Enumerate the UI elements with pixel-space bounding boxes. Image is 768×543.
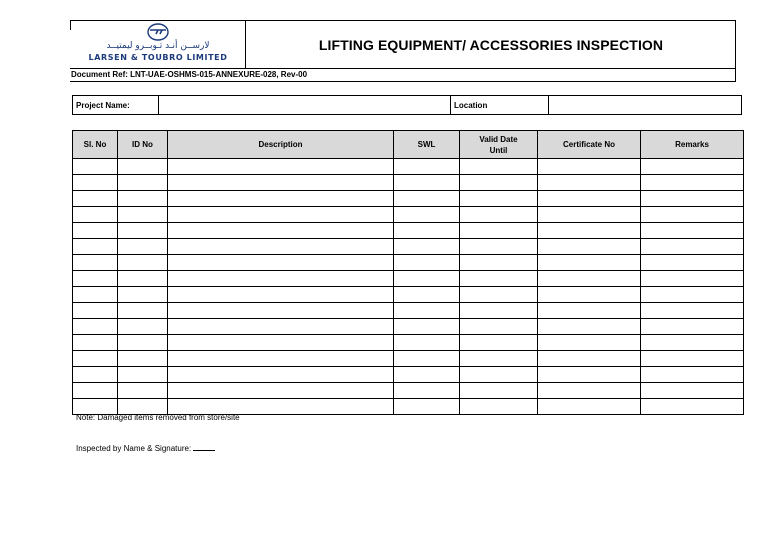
- table-cell[interactable]: [538, 399, 641, 415]
- table-cell[interactable]: [73, 191, 118, 207]
- table-row: [73, 335, 744, 351]
- table-cell[interactable]: [538, 367, 641, 383]
- table-cell[interactable]: [538, 191, 641, 207]
- table-row: [73, 159, 744, 175]
- logo-arabic-text: لارســن أنـد تـوبــرو ليمتيــد: [106, 41, 210, 51]
- table-cell[interactable]: [73, 335, 118, 351]
- table-cell[interactable]: [73, 255, 118, 271]
- table-cell[interactable]: [394, 255, 460, 271]
- table-cell[interactable]: [168, 319, 394, 335]
- table-cell[interactable]: [118, 319, 168, 335]
- table-cell[interactable]: [73, 239, 118, 255]
- table-cell[interactable]: [73, 207, 118, 223]
- table-cell[interactable]: [394, 351, 460, 367]
- table-cell[interactable]: [73, 287, 118, 303]
- table-cell[interactable]: [538, 351, 641, 367]
- table-cell[interactable]: [168, 367, 394, 383]
- table-cell[interactable]: [394, 399, 460, 415]
- table-cell[interactable]: [641, 319, 744, 335]
- table-cell[interactable]: [394, 383, 460, 399]
- table-cell[interactable]: [538, 175, 641, 191]
- table-cell[interactable]: [538, 383, 641, 399]
- table-row: [73, 207, 744, 223]
- inspected-by: [76, 442, 215, 453]
- table-cell[interactable]: [394, 335, 460, 351]
- table-row: [73, 223, 744, 239]
- table-cell[interactable]: [168, 175, 394, 191]
- document-ref: Document Ref: LNT-UAE-OSHMS-015-ANNEXURE-028, Rev-00: [71, 70, 308, 79]
- col-header-valid-date: Valid Date Until: [460, 131, 538, 159]
- table-cell[interactable]: [118, 335, 168, 351]
- table-cell[interactable]: [394, 175, 460, 191]
- col-header-swl: SWL: [394, 131, 460, 159]
- table-cell[interactable]: [394, 223, 460, 239]
- table-cell[interactable]: [641, 207, 744, 223]
- location-label: Location: [451, 96, 549, 114]
- table-cell[interactable]: [73, 175, 118, 191]
- table-cell[interactable]: [394, 191, 460, 207]
- table-cell[interactable]: [460, 351, 538, 367]
- project-info-row: [72, 95, 742, 115]
- table-cell[interactable]: [73, 223, 118, 239]
- table-cell[interactable]: [641, 239, 744, 255]
- table-cell[interactable]: [460, 255, 538, 271]
- table-cell[interactable]: [394, 271, 460, 287]
- table-cell[interactable]: [641, 399, 744, 415]
- table-cell[interactable]: [168, 223, 394, 239]
- table-cell[interactable]: [394, 367, 460, 383]
- table-body: [73, 159, 744, 415]
- logo-company-name: LARSEN & TOUBRO LIMITED: [88, 53, 228, 62]
- table-row: [73, 255, 744, 271]
- table-cell[interactable]: [641, 223, 744, 239]
- table-cell[interactable]: [118, 191, 168, 207]
- table-cell[interactable]: [168, 191, 394, 207]
- table-cell[interactable]: [538, 287, 641, 303]
- table-cell[interactable]: [394, 303, 460, 319]
- table-cell[interactable]: [641, 335, 744, 351]
- table-row: [73, 191, 744, 207]
- table-row: [73, 319, 744, 335]
- table-cell[interactable]: [168, 351, 394, 367]
- table-cell[interactable]: [460, 239, 538, 255]
- table-cell[interactable]: [118, 303, 168, 319]
- table-cell[interactable]: [641, 175, 744, 191]
- table-cell[interactable]: [118, 383, 168, 399]
- table-cell[interactable]: [460, 367, 538, 383]
- inspection-table: [72, 130, 744, 415]
- table-cell[interactable]: [168, 303, 394, 319]
- table-cell[interactable]: [538, 303, 641, 319]
- table-header-row: [73, 131, 744, 159]
- table-cell[interactable]: [118, 207, 168, 223]
- table-cell[interactable]: [641, 367, 744, 383]
- table-cell[interactable]: [394, 287, 460, 303]
- table-cell[interactable]: [73, 303, 118, 319]
- table-cell[interactable]: [460, 319, 538, 335]
- table-cell[interactable]: [460, 159, 538, 175]
- table-cell[interactable]: [460, 191, 538, 207]
- table-cell[interactable]: [168, 271, 394, 287]
- table-row: [73, 351, 744, 367]
- table-cell[interactable]: [538, 239, 641, 255]
- header-bottom-line: [70, 81, 736, 82]
- table-cell[interactable]: [460, 223, 538, 239]
- table-row: [73, 175, 744, 191]
- table-cell[interactable]: [460, 383, 538, 399]
- table-cell[interactable]: [538, 255, 641, 271]
- table-cell[interactable]: [538, 159, 641, 175]
- table-cell[interactable]: [641, 351, 744, 367]
- table-cell[interactable]: [538, 207, 641, 223]
- table-cell[interactable]: [73, 159, 118, 175]
- table-cell[interactable]: [118, 271, 168, 287]
- table-cell[interactable]: [394, 159, 460, 175]
- table-cell[interactable]: [641, 383, 744, 399]
- table-cell[interactable]: [460, 287, 538, 303]
- table-cell[interactable]: [73, 367, 118, 383]
- table-cell[interactable]: [73, 383, 118, 399]
- table-cell[interactable]: [118, 159, 168, 175]
- project-name-label: Project Name:: [73, 96, 159, 114]
- table-cell[interactable]: [641, 191, 744, 207]
- table-cell[interactable]: [168, 239, 394, 255]
- table-cell[interactable]: [73, 351, 118, 367]
- table-cell[interactable]: [73, 271, 118, 287]
- company-logo: [70, 20, 246, 68]
- table-cell[interactable]: [641, 159, 744, 175]
- table-cell[interactable]: [168, 255, 394, 271]
- table-cell[interactable]: [538, 335, 641, 351]
- table-cell[interactable]: [168, 335, 394, 351]
- table-cell[interactable]: [118, 223, 168, 239]
- table-row: [73, 287, 744, 303]
- table-cell[interactable]: [641, 287, 744, 303]
- table-cell[interactable]: [460, 335, 538, 351]
- table-cell[interactable]: [394, 239, 460, 255]
- col-header-certificate-no: Certificate No: [538, 131, 641, 159]
- col-header-sl-no: Sl. No: [73, 131, 118, 159]
- table-cell[interactable]: [460, 175, 538, 191]
- table-cell[interactable]: [641, 271, 744, 287]
- table-cell[interactable]: [73, 319, 118, 335]
- table-cell[interactable]: [168, 383, 394, 399]
- table-cell[interactable]: [118, 175, 168, 191]
- table-cell[interactable]: [460, 207, 538, 223]
- table-cell[interactable]: [538, 319, 641, 335]
- table-cell[interactable]: [394, 319, 460, 335]
- table-row: [73, 367, 744, 383]
- footer-note: Note: Damaged items removed from store/site: [76, 413, 240, 422]
- table-cell[interactable]: [168, 287, 394, 303]
- col-header-description: Description: [168, 131, 394, 159]
- col-header-id-no: ID No: [118, 131, 168, 159]
- location-field[interactable]: [549, 96, 741, 114]
- table-row: [73, 303, 744, 319]
- table-cell[interactable]: [641, 303, 744, 319]
- table-cell[interactable]: [460, 271, 538, 287]
- table-cell[interactable]: [118, 255, 168, 271]
- table-cell[interactable]: [168, 207, 394, 223]
- page-title: LIFTING EQUIPMENT/ ACCESSORIES INSPECTION: [318, 37, 664, 53]
- table-cell[interactable]: [118, 351, 168, 367]
- project-name-field[interactable]: [159, 96, 451, 114]
- table-cell[interactable]: [460, 303, 538, 319]
- table-cell[interactable]: [538, 271, 641, 287]
- table-cell[interactable]: [538, 223, 641, 239]
- table-row: [73, 383, 744, 399]
- inspected-by-label: Inspected by Name & Signature:: [76, 444, 192, 453]
- table-cell[interactable]: [460, 399, 538, 415]
- table-cell[interactable]: [118, 239, 168, 255]
- table-cell[interactable]: [641, 255, 744, 271]
- table-row: [73, 239, 744, 255]
- table-cell[interactable]: [118, 367, 168, 383]
- col-header-remarks: Remarks: [641, 131, 744, 159]
- table-row: [73, 271, 744, 287]
- signature-line[interactable]: [193, 442, 215, 451]
- table-cell[interactable]: [118, 287, 168, 303]
- table-cell[interactable]: [168, 159, 394, 175]
- table-cell[interactable]: [394, 207, 460, 223]
